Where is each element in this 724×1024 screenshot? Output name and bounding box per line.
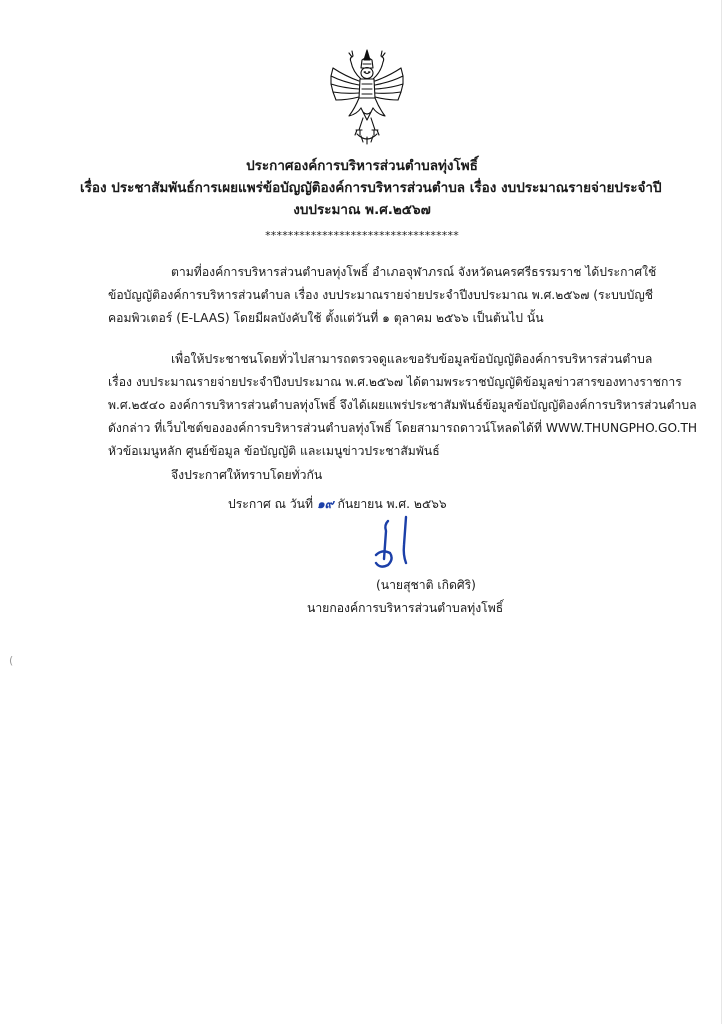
paragraph1-line2: ข้อบัญญัติองค์การบริหารส่วนตำบล เรื่อง งบประมาณรายจ่ายประจำปีงบประมาณ พ.ศ.๒๕๖๗ (ระบบบัญชี [108,288,654,302]
garuda-emblem-icon [327,46,407,146]
date-suffix: กันยายน พ.ศ. ๒๕๖๖ [337,497,447,511]
paragraph2-line5: หัวข้อเมนูหลัก ศูนย์ข้อมูล ข้อบัญญัติ และเมนูข่าวประชาสัมพันธ์ [108,444,440,458]
paragraph2-line2: เรื่อง งบประมาณรายจ่ายประจำปีงบประมาณ พ.ศ.๒๕๖๗ ได้ตามพระราชบัญญัติข้อมูลข่าวสารของทางราชการ [108,375,682,389]
announcement-fiscal-year: งบประมาณ พ.ศ.๒๕๖๗ [293,202,431,218]
signature-mark [366,515,426,573]
announcement-date [228,496,447,513]
margin-mark: ( [9,654,14,667]
paragraph2-line3: พ.ศ.๒๕๔๐ องค์การบริหารส่วนตำบลทุ่งโพธิ์ จึงได้เผยแพร่ประชาสัมพันธ์ข้อมูลข้อบัญญัติองค์การบริหารส่วนตำบล [108,398,697,412]
paragraph2-line4: ดังกล่าว ที่เว็บไซต์ขององค์การบริหารส่วนตำบลทุ่งโพธิ์ โดยสามารถดาวน์โหลดได้ที่ WWW.THUNGPHO.GO.TH [108,421,698,435]
paragraph2-line1: เพื่อให้ประชาชนโดยทั่วไปสามารถตรวจดูและขอรับข้อมูลข้อบัญญัติองค์การบริหารส่วนตำบล [171,352,653,366]
announcement-title: ประกาศองค์การบริหารส่วนตำบลทุ่งโพธิ์ [246,158,478,174]
paragraph1-line3: คอมพิวเตอร์ (E-LAAS) โดยมีผลบังคับใช้ ตั้งแต่วันที่ ๑ ตุลาคม ๒๕๖๖ เป็นต้นไป นั้น [108,311,544,325]
signer-name: (นายสุชาติ เกิดศิริ) [376,578,476,592]
separator-stars: ********************************** [265,229,459,242]
paragraph1-line1: ตามที่องค์การบริหารส่วนตำบลทุ่งโพธิ์ อำเภอจุฬาภรณ์ จังหวัดนครศรีธรรมราช ได้ประกาศใช้ [171,265,657,279]
date-day-handwritten: ๑๙ [316,497,334,511]
announcement-subject: เรื่อง ประชาสัมพันธ์การเผยแพร่ข้อบัญญัติองค์การบริหารส่วนตำบล เรื่อง งบประมาณรายจ่ายประจำปี [80,180,662,196]
signer-position: นายกองค์การบริหารส่วนตำบลทุ่งโพธิ์ [307,601,504,615]
date-prefix: ประกาศ ณ วันที่ [228,497,314,511]
closing-statement: จึงประกาศให้ทราบโดยทั่วกัน [171,468,323,482]
page-edge-line [721,0,722,1024]
